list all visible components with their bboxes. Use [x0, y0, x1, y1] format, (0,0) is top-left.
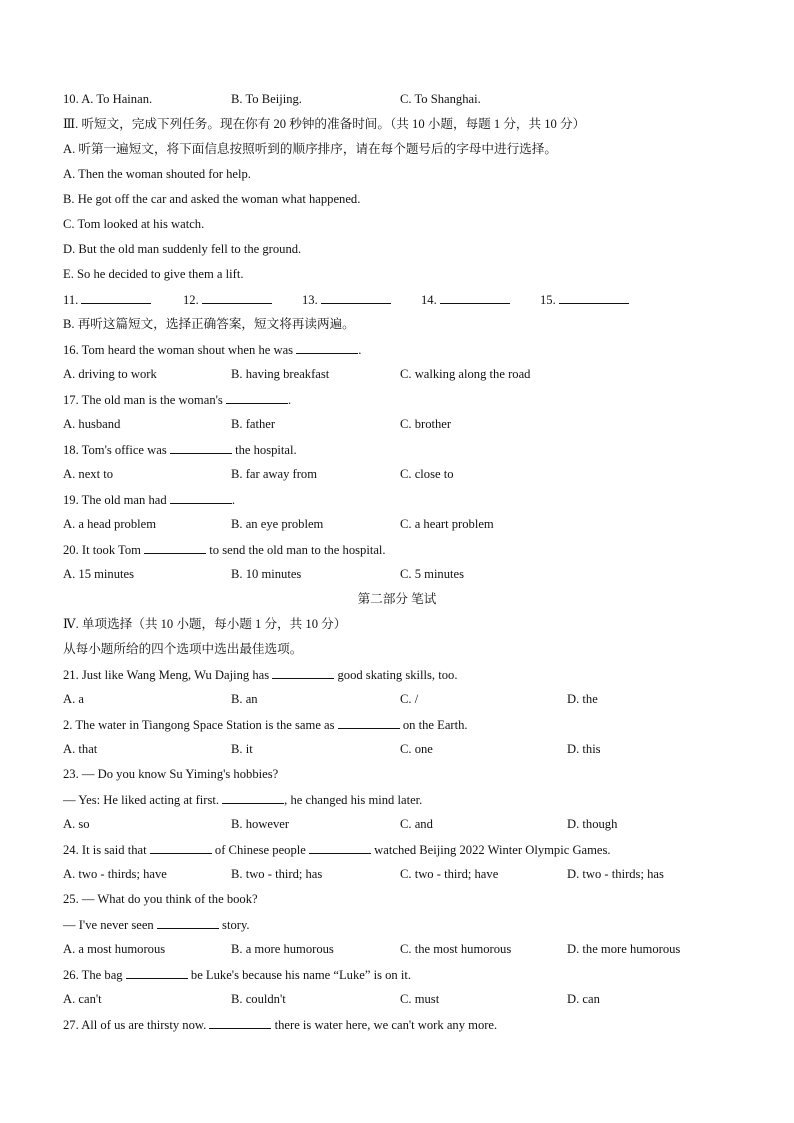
answer-blank[interactable] [559, 291, 629, 304]
order-num: 15. [540, 293, 556, 307]
stem-text: 24. It is said that [63, 843, 147, 857]
stem-text: 21. Just like Wang Meng, Wu Dajing has [63, 668, 270, 682]
q25-option-d[interactable]: D. the more humorous [567, 942, 681, 956]
q16-option-c[interactable]: C. walking along the road [400, 367, 531, 381]
order-blank-15[interactable] [540, 291, 629, 308]
stem-text: be Luke's because his name “Luke” is on it. [190, 968, 412, 982]
order-num: 13. [302, 293, 318, 307]
answer-blank[interactable] [157, 916, 219, 929]
q16-option-a[interactable]: A. driving to work [63, 367, 157, 381]
q20-option-a[interactable]: A. 15 minutes [63, 567, 135, 581]
q21-option-c[interactable]: C. / [400, 692, 419, 706]
q19-stem [63, 491, 235, 508]
q23-option-d[interactable]: D. though [567, 817, 618, 831]
answer-blank[interactable] [226, 391, 288, 404]
q24-option-a[interactable]: A. two - thirds; have [63, 867, 167, 881]
q25-stem [63, 916, 250, 933]
q16-stem [63, 341, 361, 358]
q23-option-c[interactable]: C. and [400, 817, 433, 831]
answer-blank[interactable] [296, 341, 358, 354]
q17-option-a[interactable]: A. husband [63, 417, 121, 431]
q17-option-c[interactable]: C. brother [400, 417, 452, 431]
q16-option-b[interactable]: B. having breakfast [231, 367, 330, 381]
order-blank-13[interactable] [302, 291, 391, 308]
q20-option-c[interactable]: C. 5 minutes [400, 567, 465, 581]
q23-option-b[interactable]: B. however [231, 817, 290, 831]
q24-option-b[interactable]: B. two - third; has [231, 867, 323, 881]
q25-option-b[interactable]: B. a more humorous [231, 942, 334, 956]
event-a: A. Then the woman shouted for help. [63, 167, 251, 181]
order-num: 14. [421, 293, 437, 307]
stem-text: . [358, 343, 362, 357]
q22-option-d[interactable]: D. this [567, 742, 601, 756]
q23-stem [63, 791, 422, 808]
section3-part-b: B. 再听这篇短文，选择正确答案，短文将再读两遍。 [63, 317, 355, 331]
stem-text: — I've never seen [63, 918, 154, 932]
q17-stem [63, 391, 291, 408]
answer-blank[interactable] [338, 716, 400, 729]
q10-option-b: B. To Beijing. [231, 92, 302, 106]
order-num: 12. [183, 293, 199, 307]
event-c: C. Tom looked at his watch. [63, 217, 205, 231]
q26-option-d[interactable]: D. can [567, 992, 600, 1006]
section4-title: Ⅳ. 单项选择（共 10 小题，每小题 1 分，共 10 分） [63, 617, 347, 631]
stem-text: 17. The old man is the woman's [63, 393, 223, 407]
section3-title: Ⅲ. 听短文，完成下列任务。现在你有 20 秒钟的准备时间。（共 10 小题，每题 1 分，共 10 分） [63, 117, 586, 131]
q25-option-a[interactable]: A. a most humorous [63, 942, 166, 956]
q22-option-a[interactable]: A. that [63, 742, 98, 756]
q21-option-a[interactable]: A. a [63, 692, 84, 706]
order-num: 11. [63, 293, 79, 307]
event-e: E. So he decided to give them a lift. [63, 267, 244, 281]
q25-question: 25. — What do you think of the book? [63, 892, 258, 906]
q10-option-a: 10. A. To Hainan. [63, 92, 153, 106]
event-d: D. But the old man suddenly fell to the ground. [63, 242, 302, 256]
stem-text: — Yes: He liked acting at first. [63, 793, 220, 807]
q19-option-a[interactable]: A. a head problem [63, 517, 157, 531]
q18-option-c[interactable]: C. close to [400, 467, 454, 481]
answer-blank[interactable] [170, 491, 232, 504]
answer-blank[interactable] [309, 841, 371, 854]
q17-option-b[interactable]: B. father [231, 417, 276, 431]
stem-text: watched Beijing 2022 Winter Olympic Games. [374, 843, 611, 857]
q20-option-b[interactable]: B. 10 minutes [231, 567, 302, 581]
q19-option-c[interactable]: C. a heart problem [400, 517, 494, 531]
q22-stem [63, 716, 468, 733]
q23-option-a[interactable]: A. so [63, 817, 90, 831]
stem-text: 26. The bag [63, 968, 123, 982]
q24-stem [63, 841, 611, 858]
answer-blank[interactable] [150, 841, 212, 854]
stem-text: 18. Tom's office was [63, 443, 167, 457]
q18-option-a[interactable]: A. next to [63, 467, 114, 481]
stem-text: the hospital. [235, 443, 297, 457]
q22-option-c[interactable]: C. one [400, 742, 433, 756]
answer-blank[interactable] [272, 666, 334, 679]
stem-text: . [231, 493, 235, 507]
stem-text: there is water here, we can't work any more. [274, 1018, 498, 1032]
stem-text: . [287, 393, 292, 407]
q26-option-c[interactable]: C. must [400, 992, 440, 1006]
stem-text: 20. It took Tom [63, 543, 141, 557]
q19-option-b[interactable]: B. an eye problem [231, 517, 324, 531]
order-blank-11[interactable] [63, 291, 151, 308]
q21-option-d[interactable]: D. the [567, 692, 598, 706]
stem-text: 2. The water in Tiangong Space Station is the same as [63, 718, 335, 732]
order-blank-14[interactable] [421, 291, 510, 308]
q20-stem [63, 541, 386, 558]
q27-stem [63, 1016, 497, 1033]
answer-blank[interactable] [126, 966, 188, 979]
answer-blank[interactable] [202, 291, 272, 304]
answer-blank[interactable] [144, 541, 206, 554]
stem-text: 19. The old man had [63, 493, 167, 507]
q26-option-b[interactable]: B. couldn't [231, 992, 286, 1006]
stem-text: good skating skills, too. [337, 668, 458, 682]
q26-stem [63, 966, 411, 983]
q22-option-b[interactable]: B. it [231, 742, 253, 756]
q23-question: 23. — Do you know Su Yiming's hobbies? [63, 767, 279, 781]
q21-option-b[interactable]: B. an [231, 692, 258, 706]
answer-blank[interactable] [170, 441, 232, 454]
section3-part-a: A. 听第一遍短文，将下面信息按照听到的顺序排序，请在每个题号后的字母中进行选择。 [63, 142, 557, 156]
answer-blank[interactable] [321, 291, 391, 304]
answer-blank[interactable] [440, 291, 510, 304]
part2-heading: 第二部分 笔试 [357, 592, 437, 606]
q25-option-c[interactable]: C. the most humorous [400, 942, 512, 956]
stem-text: on the Earth. [402, 718, 468, 732]
answer-blank[interactable] [81, 291, 151, 304]
stem-text: of Chinese people [214, 843, 306, 857]
stem-text: 16. Tom heard the woman shout when he was [63, 343, 294, 357]
q24-option-c[interactable]: C. two - third; have [400, 867, 499, 881]
event-b: B. He got off the car and asked the woman what happened. [63, 192, 361, 206]
stem-text: story. [222, 918, 250, 932]
order-blank-12[interactable] [183, 291, 272, 308]
q18-option-b[interactable]: B. far away from [231, 467, 318, 481]
q10-option-c: C. To Shanghai. [400, 92, 481, 106]
section4-instructions: 从每小题所给的四个选项中选出最佳选项。 [63, 642, 303, 656]
stem-text: to send the old man to the hospital. [209, 543, 386, 557]
q26-option-a[interactable]: A. can't [63, 992, 102, 1006]
answer-blank[interactable] [209, 1016, 271, 1029]
answer-blank[interactable] [222, 791, 284, 804]
q21-stem [63, 666, 457, 683]
q24-option-d[interactable]: D. two - thirds; has [567, 867, 664, 881]
q18-stem [63, 441, 297, 458]
stem-text: 27. All of us are thirsty now. [63, 1018, 207, 1032]
stem-text: , he changed his mind later. [284, 793, 423, 807]
